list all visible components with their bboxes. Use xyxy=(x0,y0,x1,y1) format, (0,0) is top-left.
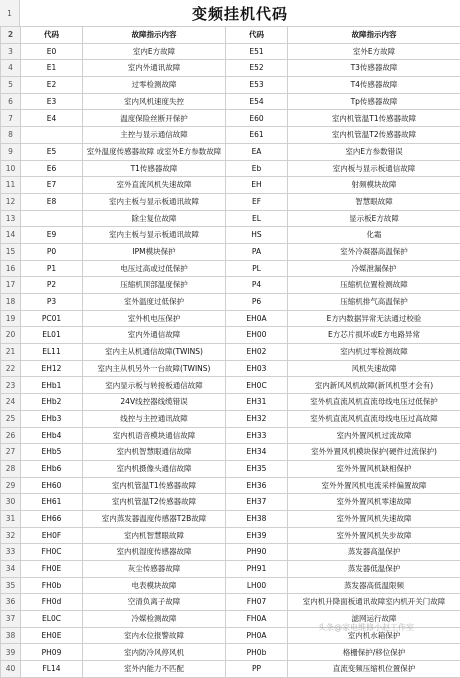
fault-desc-right: 室外外置风机失步故障 xyxy=(288,527,460,544)
fault-desc-left: 室内机管温T2传感器故障 xyxy=(83,494,226,511)
fault-desc-left: 室内主板与显示板通讯故障 xyxy=(83,193,226,210)
fault-code-left: EH0E xyxy=(21,627,83,644)
table-row xyxy=(1,494,460,511)
fault-desc-left: 室内显示板与转接板通信故障 xyxy=(83,377,226,394)
row-number: 35 xyxy=(1,577,21,594)
row-number: 39 xyxy=(1,644,21,661)
fault-code-right: P6 xyxy=(226,294,288,311)
row-number: 40 xyxy=(1,661,21,678)
row-number: 2 xyxy=(1,27,21,44)
fault-code-left: E0 xyxy=(21,43,83,60)
fault-desc-left: 冷媒检测故障 xyxy=(83,611,226,628)
fault-desc-left: 室内主从机另外一台故障(TWINS) xyxy=(83,360,226,377)
table-row xyxy=(1,460,460,477)
fault-code-left: P3 xyxy=(21,294,83,311)
fault-desc-left: 室外温度传感器故障 或室外E方参数故障 xyxy=(83,143,226,160)
fault-code-right: Eb xyxy=(226,160,288,177)
table-row xyxy=(1,410,460,427)
fault-desc-left: 室内机语音模块通信故障 xyxy=(83,427,226,444)
fault-code-left: E6 xyxy=(21,160,83,177)
row-number: 33 xyxy=(1,544,21,561)
fault-code-left: FL14 xyxy=(21,661,83,678)
fault-desc-left: 线控与主控通讯故障 xyxy=(83,410,226,427)
fault-code-right: EH31 xyxy=(226,394,288,411)
table-row xyxy=(1,77,460,94)
fault-desc-left: 室内机湿度传感器故障 xyxy=(83,544,226,561)
fault-desc-right: 射频模块故障 xyxy=(288,177,460,194)
table-row xyxy=(1,577,460,594)
row-number: 8 xyxy=(1,127,21,144)
fault-code-right: EH37 xyxy=(226,494,288,511)
fault-desc-right: 室内板与显示板通信故障 xyxy=(288,160,460,177)
fault-code-left: EH12 xyxy=(21,360,83,377)
row-number: 31 xyxy=(1,510,21,527)
row-number: 20 xyxy=(1,327,21,344)
fault-code-right: PL xyxy=(226,260,288,277)
fault-code-right: EH02 xyxy=(226,344,288,361)
row-number: 23 xyxy=(1,377,21,394)
fault-desc-right: 风机失速故障 xyxy=(288,360,460,377)
table-row xyxy=(1,227,460,244)
header-row xyxy=(1,27,460,44)
table-row xyxy=(1,477,460,494)
fault-desc-right: 显示板E方故障 xyxy=(288,210,460,227)
row-number: 38 xyxy=(1,627,21,644)
table-row xyxy=(1,43,460,60)
fault-desc-right: 室内机过零检测故障 xyxy=(288,344,460,361)
fault-code-right: EH35 xyxy=(226,460,288,477)
fault-code-left: FH0C xyxy=(21,544,83,561)
fault-desc-right: 压缩机排气高温保护 xyxy=(288,294,460,311)
fault-desc-left: 主控与显示通信故障 xyxy=(83,127,226,144)
fault-code-left: PC01 xyxy=(21,310,83,327)
fault-desc-right: 室外E方故障 xyxy=(288,43,460,60)
row-number: 6 xyxy=(1,93,21,110)
fault-code-left: E2 xyxy=(21,77,83,94)
fault-desc-left: 灰尘传感器故障 xyxy=(83,561,226,578)
fault-desc-left: 室外直流风机失速故障 xyxy=(83,177,226,194)
fault-desc-right: E方芯片损坏或E方电路异常 xyxy=(288,327,460,344)
fault-desc-left: 室内防冷风停风机 xyxy=(83,644,226,661)
fault-desc-left: 室外温度过低保护 xyxy=(83,294,226,311)
table-row xyxy=(1,644,460,661)
fault-code-right: EH xyxy=(226,177,288,194)
row-number: 25 xyxy=(1,410,21,427)
row-number: 15 xyxy=(1,243,21,260)
fault-code-right: EL xyxy=(226,210,288,227)
fault-desc-left: 室内机智慧眼通信故障 xyxy=(83,444,226,461)
fault-code-right: EH39 xyxy=(226,527,288,544)
fault-desc-right: 室内机水箱保护 xyxy=(288,627,460,644)
row-number: 28 xyxy=(1,460,21,477)
fault-desc-right: 室内机管温T1传感器故障 xyxy=(288,110,460,127)
table-row xyxy=(1,327,460,344)
fault-code-right: EH34 xyxy=(226,444,288,461)
fault-desc-left: 室内机摄像头通信故障 xyxy=(83,460,226,477)
row-number: 34 xyxy=(1,561,21,578)
fault-code-right: LH00 xyxy=(226,577,288,594)
fault-desc-left: 室外内能力不匹配 xyxy=(83,661,226,678)
fault-code-right: EH38 xyxy=(226,510,288,527)
fault-code-right: PH0b xyxy=(226,644,288,661)
table-row xyxy=(1,360,460,377)
row-number: 24 xyxy=(1,394,21,411)
row-number: 27 xyxy=(1,444,21,461)
fault-code-left: EHb4 xyxy=(21,427,83,444)
table-row xyxy=(1,110,460,127)
row-number: 19 xyxy=(1,310,21,327)
row-number: 30 xyxy=(1,494,21,511)
fault-code-right: EH32 xyxy=(226,410,288,427)
table-row xyxy=(1,661,460,678)
row-number: 22 xyxy=(1,360,21,377)
table-row xyxy=(1,143,460,160)
table-row xyxy=(1,243,460,260)
row-number: 32 xyxy=(1,527,21,544)
fault-code-right: E54 xyxy=(226,93,288,110)
fault-code-right: PH0A xyxy=(226,627,288,644)
fault-desc-right: 智慧眼故障 xyxy=(288,193,460,210)
fault-code-right: HS xyxy=(226,227,288,244)
fault-code-right: E53 xyxy=(226,77,288,94)
fault-code-left: EH66 xyxy=(21,510,83,527)
fault-desc-right: 室外外置风机缺相保护 xyxy=(288,460,460,477)
fault-code-right: E60 xyxy=(226,110,288,127)
row-number: 21 xyxy=(1,344,21,361)
fault-code-right: PA xyxy=(226,243,288,260)
fault-desc-left: 室内外通信故障 xyxy=(83,327,226,344)
fault-code-right: EH00 xyxy=(226,327,288,344)
row-number: 4 xyxy=(1,60,21,77)
fault-code-left: EHb5 xyxy=(21,444,83,461)
fault-desc-right: 室外冷凝器高温保护 xyxy=(288,243,460,260)
fault-desc-right: 蒸发器低温保护 xyxy=(288,561,460,578)
table-row xyxy=(1,561,460,578)
row-number: 11 xyxy=(1,177,21,194)
table-row xyxy=(1,544,460,561)
table-row xyxy=(1,193,460,210)
row-number: 10 xyxy=(1,160,21,177)
table-row xyxy=(1,127,460,144)
fault-desc-right: 室内机升降面板通讯故障室内机开关门故障 xyxy=(288,594,460,611)
table-row xyxy=(1,60,460,77)
watermark: 头条@家电维修小赵工作室 xyxy=(318,622,414,633)
fault-desc-right: 室内外置风机过流故障 xyxy=(288,427,460,444)
fault-code-left: EL0C xyxy=(21,611,83,628)
table-row xyxy=(1,177,460,194)
fault-desc-left: 室外机电压保护 xyxy=(83,310,226,327)
fault-code-right: EF xyxy=(226,193,288,210)
header-desc-1: 故障指示内容 xyxy=(83,27,226,44)
table-row xyxy=(1,260,460,277)
fault-code-left xyxy=(21,127,83,144)
fault-desc-left: 24V线控器线缆错误 xyxy=(83,394,226,411)
fault-code-left: E7 xyxy=(21,177,83,194)
fault-desc-left: 过零检测故障 xyxy=(83,77,226,94)
fault-code-right: EH0A xyxy=(226,310,288,327)
fault-code-left: E3 xyxy=(21,93,83,110)
sheet-title: 变频挂机代码 xyxy=(20,0,460,26)
fault-desc-right: 室外外置风机模块保护(硬件过流保护) xyxy=(288,444,460,461)
table-row xyxy=(1,594,460,611)
table-row xyxy=(1,344,460,361)
fault-code-left: E5 xyxy=(21,143,83,160)
table-row xyxy=(1,510,460,527)
fault-desc-left: T1传感器故障 xyxy=(83,160,226,177)
fault-desc-right: 滤网运行故障 xyxy=(288,611,460,628)
fault-code-left: P1 xyxy=(21,260,83,277)
table-row xyxy=(1,427,460,444)
fault-desc-right: 室外外置风机零速故障 xyxy=(288,494,460,511)
fault-code-left: E4 xyxy=(21,110,83,127)
table-row xyxy=(1,210,460,227)
row-number: 9 xyxy=(1,143,21,160)
fault-desc-left: 室内主板与显示板通讯故障 xyxy=(83,227,226,244)
fault-desc-left: 电压过高或过低保护 xyxy=(83,260,226,277)
fault-code-right: EH33 xyxy=(226,427,288,444)
header-code-1: 代码 xyxy=(21,27,83,44)
row-number: 37 xyxy=(1,611,21,628)
row-number: 7 xyxy=(1,110,21,127)
fault-code-left: EH61 xyxy=(21,494,83,511)
row-number: 26 xyxy=(1,427,21,444)
fault-code-left: EHb1 xyxy=(21,377,83,394)
fault-desc-left: 室内蒸发器温度传感器T2B故障 xyxy=(83,510,226,527)
fault-desc-left: 电表模块故障 xyxy=(83,577,226,594)
table-row xyxy=(1,294,460,311)
row-number: 14 xyxy=(1,227,21,244)
fault-code-right: FH07 xyxy=(226,594,288,611)
row-number: 3 xyxy=(1,43,21,60)
fault-code-right: EA xyxy=(226,143,288,160)
fault-desc-right: 直流变频压缩机位置保护 xyxy=(288,661,460,678)
fault-code-left: E9 xyxy=(21,227,83,244)
fault-code-right: PP xyxy=(226,661,288,678)
fault-desc-left: 室内风机速度失控 xyxy=(83,93,226,110)
fault-desc-left: 室内E方故障 xyxy=(83,43,226,60)
table-row xyxy=(1,527,460,544)
fault-code-left: EHb2 xyxy=(21,394,83,411)
fault-code-right: PH91 xyxy=(226,561,288,578)
title-row xyxy=(0,0,460,27)
header-desc-2: 故障指示内容 xyxy=(288,27,460,44)
fault-desc-right: 室内E方参数错误 xyxy=(288,143,460,160)
table-row xyxy=(1,93,460,110)
table-row xyxy=(1,277,460,294)
fault-desc-right: 蒸发器高低温限频 xyxy=(288,577,460,594)
fault-code-left: P2 xyxy=(21,277,83,294)
fault-code-table xyxy=(0,26,460,678)
fault-desc-right: E方内数据异常无法通过校验 xyxy=(288,310,460,327)
fault-desc-right: 室内机管温T2传感器故障 xyxy=(288,127,460,144)
fault-code-left: FH0E xyxy=(21,561,83,578)
fault-desc-left: 室内外通讯故障 xyxy=(83,60,226,77)
row-number: 13 xyxy=(1,210,21,227)
row-number: 1 xyxy=(0,0,20,26)
fault-code-left: P0 xyxy=(21,243,83,260)
fault-code-left: E1 xyxy=(21,60,83,77)
fault-code-left: EH60 xyxy=(21,477,83,494)
fault-desc-right: T3传感器故障 xyxy=(288,60,460,77)
fault-code-left: FH0b xyxy=(21,577,83,594)
fault-code-right: EH03 xyxy=(226,360,288,377)
fault-desc-right: 室外机直流风机直流母线电压过高故障 xyxy=(288,410,460,427)
fault-desc-right: 室外外置风机失速故障 xyxy=(288,510,460,527)
fault-code-right: E52 xyxy=(226,60,288,77)
fault-code-right: EH36 xyxy=(226,477,288,494)
fault-code-left: EH0F xyxy=(21,527,83,544)
fault-code-left: EHb3 xyxy=(21,410,83,427)
row-number: 12 xyxy=(1,193,21,210)
fault-code-left: FH0d xyxy=(21,594,83,611)
row-number: 29 xyxy=(1,477,21,494)
fault-code-right: FH0A xyxy=(226,611,288,628)
row-number: 17 xyxy=(1,277,21,294)
fault-desc-right: 化霜 xyxy=(288,227,460,244)
row-number: 18 xyxy=(1,294,21,311)
fault-desc-right: 室外机直流风机直流母线电压过低保护 xyxy=(288,394,460,411)
table-row xyxy=(1,310,460,327)
fault-desc-right: 蒸发器高温保护 xyxy=(288,544,460,561)
fault-code-right: EH0C xyxy=(226,377,288,394)
fault-desc-left: 压缩机顶部温度保护 xyxy=(83,277,226,294)
fault-desc-right: 室外外置风机电流采样偏置故障 xyxy=(288,477,460,494)
fault-code-left: EHb6 xyxy=(21,460,83,477)
row-number: 36 xyxy=(1,594,21,611)
fault-code-right: E61 xyxy=(226,127,288,144)
row-number: 5 xyxy=(1,77,21,94)
fault-code-right: PH90 xyxy=(226,544,288,561)
fault-code-left xyxy=(21,210,83,227)
fault-desc-left: 室内主从机通信故障(TWINS) xyxy=(83,344,226,361)
table-row xyxy=(1,160,460,177)
fault-code-right: P4 xyxy=(226,277,288,294)
fault-desc-left: 温度保险丝断开保护 xyxy=(83,110,226,127)
fault-code-left: EL11 xyxy=(21,344,83,361)
fault-code-left: PH09 xyxy=(21,644,83,661)
fault-desc-right: 压缩机位置检测故障 xyxy=(288,277,460,294)
table-row xyxy=(1,394,460,411)
fault-desc-left: 室内水位报警故障 xyxy=(83,627,226,644)
header-code-2: 代码 xyxy=(226,27,288,44)
table-row xyxy=(1,377,460,394)
fault-desc-right: 冷媒泄漏保护 xyxy=(288,260,460,277)
fault-desc-left: 室内机管温T1传感器故障 xyxy=(83,477,226,494)
fault-desc-left: IPM模块保护 xyxy=(83,243,226,260)
fault-code-left: EL01 xyxy=(21,327,83,344)
row-number: 16 xyxy=(1,260,21,277)
fault-desc-right: 格栅保护/移位保护 xyxy=(288,644,460,661)
fault-desc-left: 除尘复位故障 xyxy=(83,210,226,227)
fault-desc-right: Tp传感器故障 xyxy=(288,93,460,110)
fault-desc-right: T4传感器故障 xyxy=(288,77,460,94)
fault-code-left: E8 xyxy=(21,193,83,210)
fault-desc-left: 空清负离子故障 xyxy=(83,594,226,611)
fault-code-right: E51 xyxy=(226,43,288,60)
fault-desc-left: 室内机智慧眼故障 xyxy=(83,527,226,544)
table-row xyxy=(1,444,460,461)
fault-desc-right: 室内新风风机故障(新风机型才会有) xyxy=(288,377,460,394)
